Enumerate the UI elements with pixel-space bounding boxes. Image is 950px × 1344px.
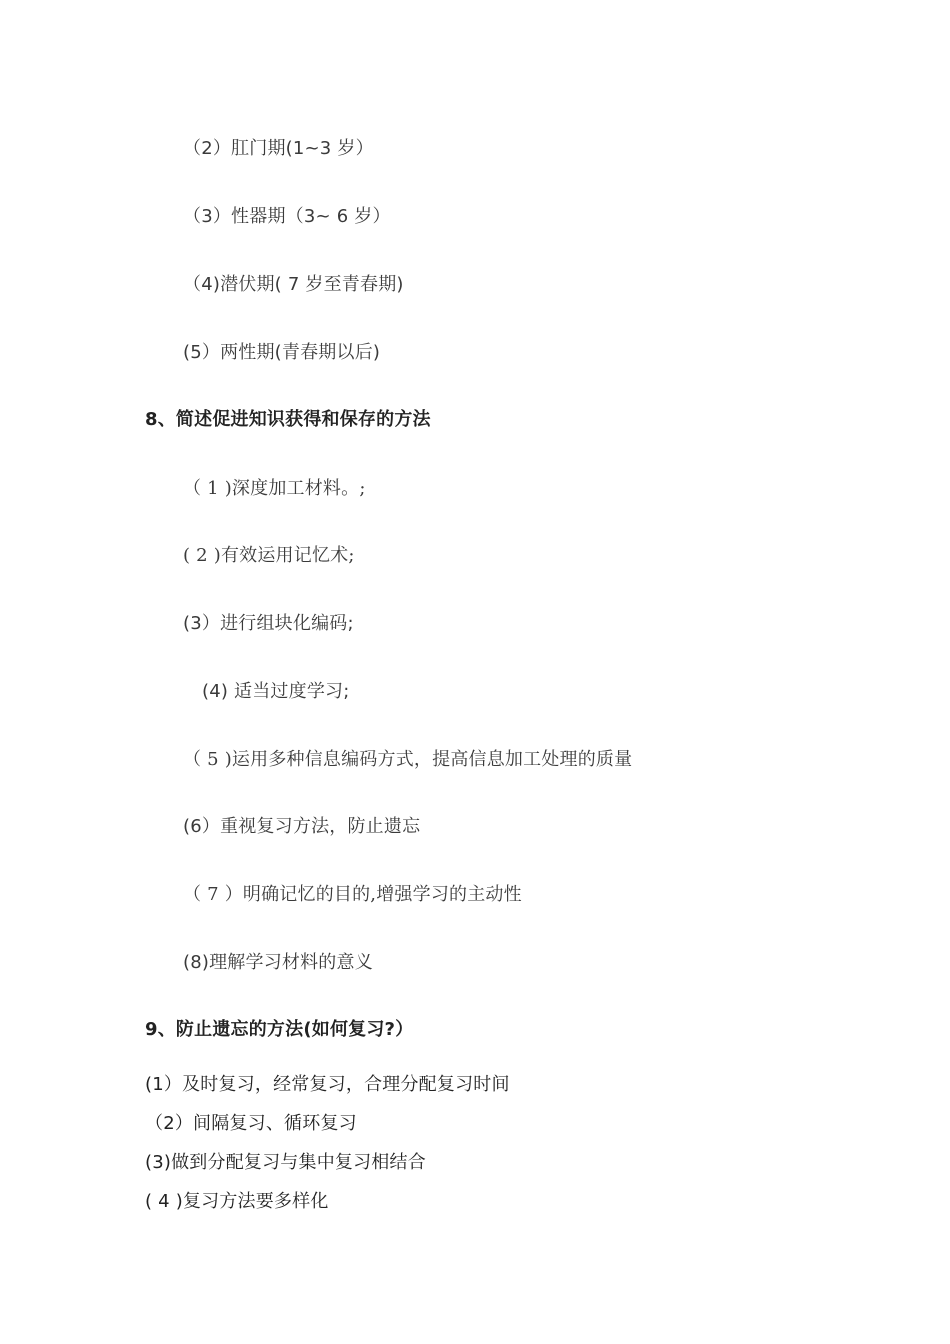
review-item-3: (3)做到分配复习与集中复习相结合: [145, 1152, 426, 1173]
method-item-1: （ 1 )深度加工材料。;: [183, 478, 366, 499]
stage-item-anal: （2）肛门期(1~3 岁）: [183, 138, 374, 159]
method-item-3: (3）进行组块化编码;: [183, 613, 354, 634]
section-9-heading: 9、防止遗忘的方法(如何复习?）: [145, 1019, 414, 1040]
method-item-4: (4) 适当过度学习;: [202, 681, 350, 702]
method-item-2: ( 2 )有效运用记忆术;: [183, 545, 355, 566]
method-item-6: (6）重视复习方法，防止遗忘: [183, 816, 421, 837]
review-item-1: (1）及时复习，经常复习，合理分配复习时间: [145, 1074, 510, 1095]
method-item-7: （ 7 ）明确记忆的目的,增强学习的主动性: [183, 884, 522, 905]
stage-item-phallic: （3）性器期（3~ 6 岁）: [183, 206, 391, 227]
review-item-2: （2）间隔复习、循环复习: [145, 1113, 357, 1134]
method-item-5: （ 5 )运用多种信息编码方式，提高信息加工处理的质量: [183, 749, 633, 770]
method-item-8: (8)理解学习材料的意义: [183, 952, 373, 973]
section-8-heading: 8、简述促进知识获得和保存的方法: [145, 409, 431, 430]
stage-item-latency: （4)潜伏期( 7 岁至青春期): [183, 274, 404, 295]
stage-item-genital: (5）两性期(青春期以后): [183, 342, 381, 363]
review-item-4: ( 4 )复习方法要多样化: [145, 1191, 329, 1212]
